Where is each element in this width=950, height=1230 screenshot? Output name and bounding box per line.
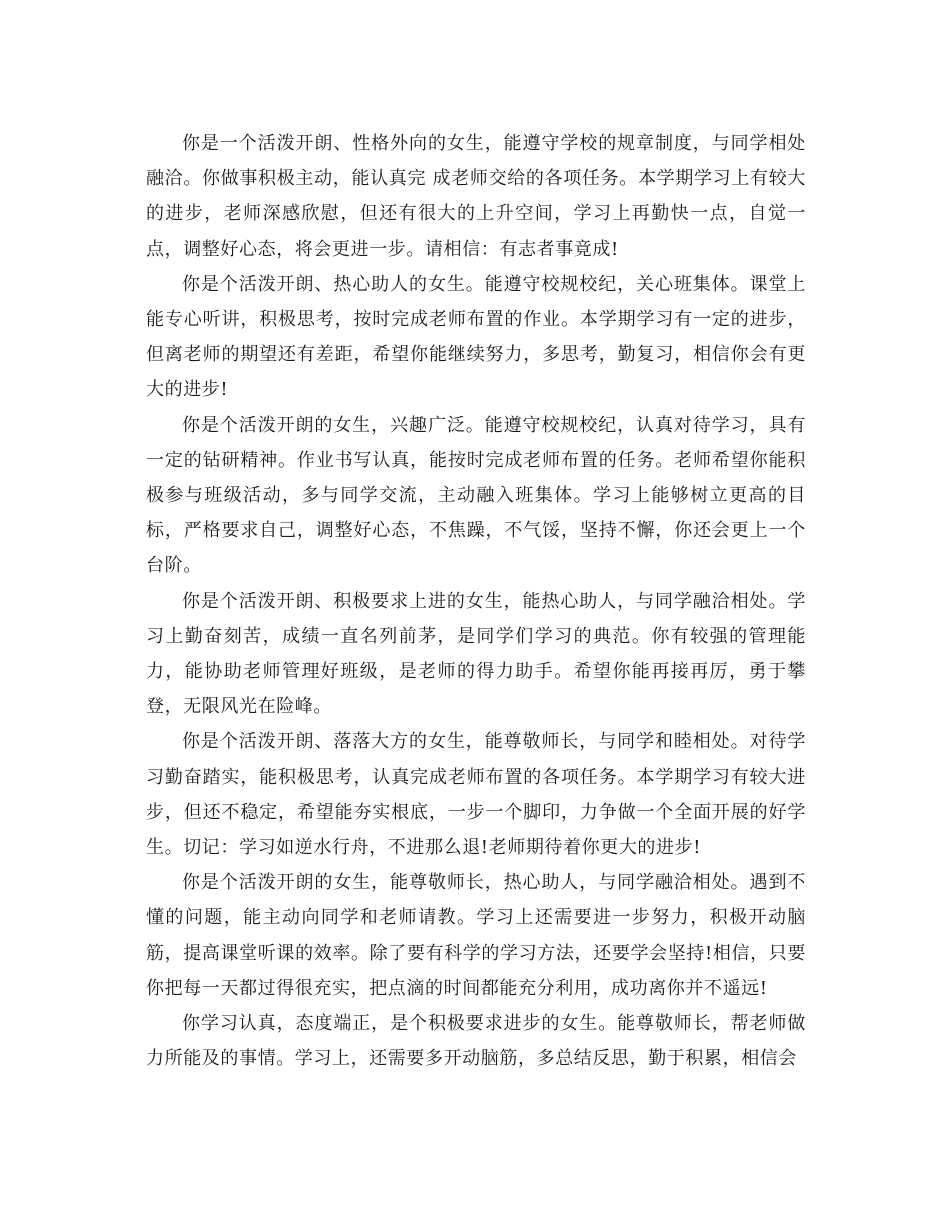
comment-paragraph-1: 你是一个活泼开朗、性格外向的女生，能遵守学校的规章制度，与同学相处融洽。你做事积极主动，能认真完 成老师交给的各项任务。本学期学习上有较大的进步，老师深感欣慰，但还有很大的上升空间，学习上再勤快一点，自觉一点，调整好心态，将会更进一步。请相信：有志者事竟成! — [146, 133, 806, 260]
comment-paragraph-2: 你是个活泼开朗、热心助人的女生。能遵守校规校纪，关心班集体。课堂上能专心听讲，积极思考，按时完成老师布置的作业。本学期学习有一定的进步，但离老师的期望还有差距，希望你能继续努力，多思考，勤复习，相信你会有更大的进步! — [146, 273, 806, 401]
comment-paragraph-7: 你学习认真，态度端正，是个积极要求进步的女生。能尊敬师长，帮老师做力所能及的事情。学习上，还需要多开动脑筋，多总结反思，勤于积累，相信会 — [146, 1013, 806, 1070]
comment-paragraph-6: 你是个活泼开朗的女生，能尊敬师长，热心助人，与同学融洽相处。遇到不懂的问题，能主动向同学和老师请教。学习上还需要进一步努力，积极开动脑筋，提高课堂听课的效率。除了要有科学的学习方法，还要学会坚持!相信，只要你把每一天都过得很充实，把点滴的时间都能充分利用，成功离你并不遥远! — [146, 872, 806, 999]
document-body — [146, 126, 806, 1076]
comment-paragraph-4: 你是个活泼开朗、积极要求上进的女生，能热心助人，与同学融洽相处。学习上勤奋刻苦，成绩一直名列前茅，是同学们学习的典范。你有较强的管理能力，能协助老师管理好班级，是老师的得力助手。希望你能再接再厉，勇于攀登，无限风光在险峰。 — [146, 590, 806, 718]
comment-paragraph-3: 你是个活泼开朗的女生，兴趣广泛。能遵守校规校纪，认真对待学习，具有一定的钻研精神。作业书写认真，能按时完成老师布置的任务。老师希望你能积极参与班级活动，多与同学交流，主动融入班集体。学习上能够树立更高的目标，严格要求自己，调整好心态，不焦躁，不气馁，坚持不懈，你还会更上一个台阶。 — [146, 414, 806, 577]
comment-paragraph-5: 你是个活泼开朗、落落大方的女生，能尊敬师长，与同学和睦相处。对待学习勤奋踏实，能积极思考，认真完成老师布置的各项任务。本学期学习有较大进步，但还不稳定，希望能夯实根底，一步一个脚印，力争做一个全面开展的好学生。切记：学习如逆水行舟，不进那么退!老师期待着你更大的进步! — [146, 731, 806, 859]
